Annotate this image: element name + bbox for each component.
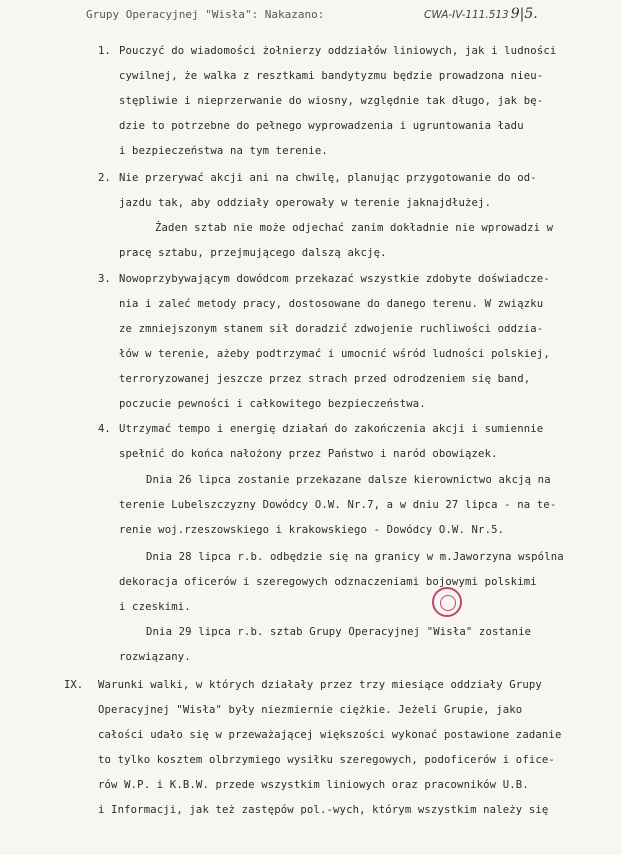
text-line: i Informacji, jak też zastępów pol.-wych, którym wszystkim należy się [98,804,549,816]
text-line: to tylko kosztem olbrzymiego wysiłku szeregowych, podoficerów i ofice- [98,754,555,766]
section-number: IX. [64,679,84,691]
text-line: Nie przerywać akcji ani na chwilę, planując przygotowanie do od- [119,172,537,184]
text-line: Dnia 29 lipca r.b. sztab Grupy Operacyjnej "Wisła" zostanie [146,626,532,638]
text-line: Warunki walki, w których działały przez trzy miesiące oddziały Grupy [98,679,542,691]
text-line: Dnia 28 lipca r.b. odbędzie się na granicy w m.Jaworzyna wspólna [146,551,564,563]
archive-signature: CWA-IV-111.513 [424,9,509,21]
archive-reference [424,6,538,22]
text-line: dzie to potrzebne do pełnego wyprowadzenia i ugruntowania ładu [119,120,524,132]
item-number: 4. [98,423,111,435]
text-line: całości udało się w przeważającej większości wykonać postawione zadanie [98,729,562,741]
text-line: renie woj.rzeszowskiego i krakowskiego - Dowódcy O.W. Nr.5. [119,524,505,536]
text-line: Utrzymać tempo i energię działań do zakończenia akcji i sumiennie [119,423,544,435]
text-line: cywilnej, że walka z resztkami bandytyzmu będzie prowadzona nieu- [119,70,544,82]
text-line: stępliwie i nieprzerwanie do wiosny, względnie tak długo, jak bę- [119,95,544,107]
text-line: jazdu tak, aby oddziały operowały w terenie jaknajdłużej. [119,197,492,209]
text-line: ze zmniejszonym stanem sił doradzić zdwojenie ruchliwości oddzia- [119,323,544,335]
item-number: 3. [98,273,111,285]
text-line: Dnia 26 lipca zostanie przekazane dalsze kierownictwo akcją na [146,474,551,486]
text-line: łów w terenie, ażeby podtrzymać i umocnić wśród ludności polskiej, [119,348,550,360]
text-line: Nowoprzybywającym dowódcom przekazać wszystkie zdobyte doświadcze- [119,273,550,285]
text-line: rozwiązany. [119,651,191,663]
text-line: nia i zaleć metody pracy, dostosowane do danego terenu. W związku [119,298,544,310]
text-line: spełnić do końca nałożony przez Państwo i naród obowiązek. [119,448,498,460]
text-line: Pouczyć do wiadomości żołnierzy oddziałów liniowych, jak i ludności [119,45,557,57]
text-line: i czeskimi. [119,601,191,613]
text-line: Żaden sztab nie może odjechać zanim dokładnie nie wprowadzi w [155,222,554,234]
text-line: terroryzowanej jeszcze przez strach przed odrodzeniem się band, [119,373,531,385]
text-line: Operacyjnej "Wisła" były niezmiernie ciężkie. Jeżeli Grupie, jako [98,704,523,716]
archive-stamp [432,587,462,617]
document-header: Grupy Operacyjnej "Wisła": Nakazano: [86,8,325,21]
text-line: dekoracja oficerów i szeregowych odznaczeniami bojowymi polskimi [119,576,537,588]
text-line: terenie Lubelszczyzny Dowódcy O.W. Nr.7, a w dniu 27 lipca - na te- [119,499,557,511]
item-number: 2. [98,172,111,184]
text-line: pracę sztabu, przejmującego dalszą akcję. [119,247,387,259]
text-line: poczucie pewności i całkowitego bezpieczeństwa. [119,398,426,410]
archive-handwritten-number: 9|5. [510,6,538,22]
item-number: 1. [98,45,111,57]
text-line: rów W.P. i K.B.W. przede wszystkim liniowych oraz pracowników U.B. [98,779,529,791]
text-line: i bezpieczeństwa na tym terenie. [119,145,328,157]
